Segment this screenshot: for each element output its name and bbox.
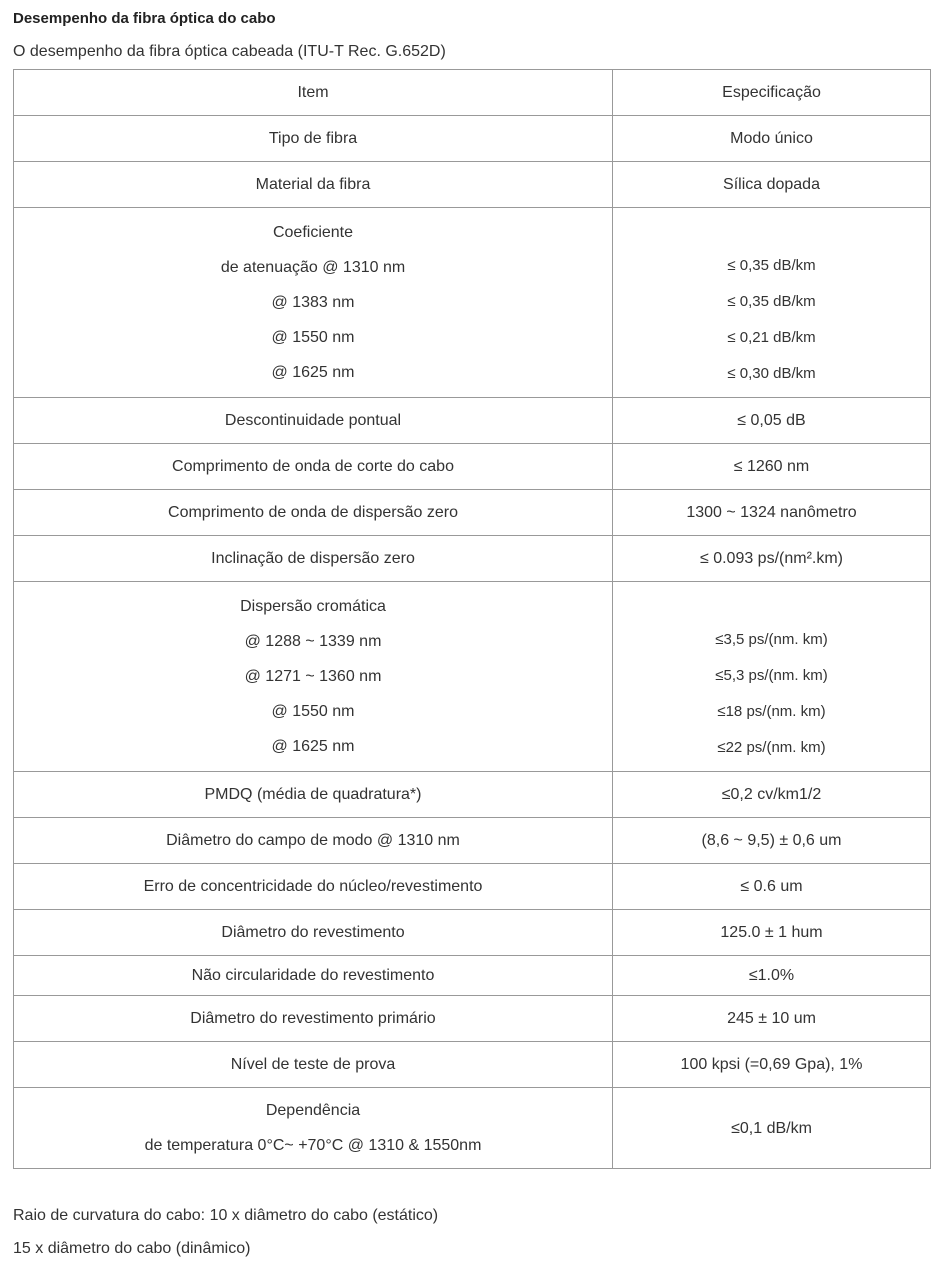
item-text: Tipo de fibra (268, 130, 358, 147)
spec-text: ≤ 1260 nm (733, 458, 810, 475)
table-row (14, 444, 931, 490)
item-text: Comprimento de onda de dispersão zero (168, 504, 458, 521)
row-item-cell (14, 772, 613, 818)
spec-text: ≤18 ps/(nm. km) (717, 703, 826, 720)
table-row (14, 398, 931, 444)
item-text: Comprimento de onda de corte do cabo (172, 458, 454, 475)
row-item-cell (14, 162, 613, 208)
row-item-cell (14, 1042, 613, 1088)
spec-text: ≤ 0.6 um (740, 878, 803, 895)
row-item-cell (14, 956, 613, 996)
spec-text: (8,6 ~ 9,5) ± 0,6 um (701, 832, 842, 849)
spec-text: ≤5,3 ps/(nm. km) (715, 667, 828, 684)
header-spec: Especificação (613, 70, 931, 116)
spec-text: ≤ 0.093 ps/(nm².km) (699, 550, 844, 567)
item-text: Diâmetro do campo de modo @ 1310 nm (166, 832, 460, 849)
item-text: de atenuação @ 1310 nm (220, 259, 406, 276)
spec-text: ≤ 0,35 dB/km (727, 293, 816, 310)
row-spec-cell (613, 772, 931, 818)
row-item-cell (14, 208, 613, 398)
item-text: Não circularidade do revestimento (191, 967, 435, 984)
row-spec-cell (613, 162, 931, 208)
item-text: Inclinação de dispersão zero (211, 550, 415, 567)
item-text: @ 1625 nm (271, 738, 355, 755)
table-row (14, 1088, 931, 1169)
row-item-cell (14, 116, 613, 162)
item-text: de temperatura 0°C~ +70°C @ 1310 & 1550nm (144, 1137, 482, 1154)
table-row (14, 490, 931, 536)
item-text: Dispersão cromática (240, 598, 386, 615)
row-item-cell (14, 536, 613, 582)
row-spec-cell (613, 208, 931, 398)
item-text: @ 1288 ~ 1339 nm (244, 633, 382, 650)
table-row (14, 818, 931, 864)
table-row (14, 116, 931, 162)
item-text: @ 1550 nm (271, 703, 355, 720)
item-text: Coeficiente (272, 224, 354, 241)
row-item-cell (14, 818, 613, 864)
spec-text: ≤22 ps/(nm. km) (717, 739, 826, 756)
spec-text: ≤ 0,21 dB/km (727, 329, 816, 346)
row-item-cell (14, 490, 613, 536)
spec-text: 245 ± 10 um (727, 1010, 816, 1027)
spec-text: Sílica dopada (723, 176, 820, 193)
item-text: Nível de teste de prova (230, 1056, 396, 1073)
table-row (14, 996, 931, 1042)
table-row (14, 956, 931, 996)
section-heading: Desempenho da fibra óptica do cabo (13, 10, 276, 27)
row-spec-cell (613, 490, 931, 536)
spec-text: 125.0 ± 1 hum (720, 924, 823, 941)
item-text: @ 1625 nm (271, 364, 355, 381)
table-row (14, 910, 931, 956)
spec-text: ≤1.0% (748, 967, 795, 984)
row-spec-cell (613, 910, 931, 956)
item-text: Diâmetro do revestimento (221, 924, 405, 941)
row-spec-cell (613, 1042, 931, 1088)
footer-bend-radius-static: Raio de curvatura do cabo: 10 x diâmetro do cabo (estático) (13, 1207, 439, 1224)
row-spec-cell (613, 818, 931, 864)
spec-text: ≤ 0,35 dB/km (727, 257, 816, 274)
table-row (14, 772, 931, 818)
item-text: PMDQ (média de quadratura*) (204, 786, 422, 803)
row-spec-cell (613, 996, 931, 1042)
spec-text: 100 kpsi (=0,69 Gpa), 1% (680, 1056, 863, 1073)
table-row (14, 208, 931, 398)
item-text: @ 1550 nm (271, 329, 355, 346)
row-spec-cell (613, 582, 931, 772)
table-row (14, 1042, 931, 1088)
row-spec-cell (613, 444, 931, 490)
spec-table (13, 69, 931, 1169)
row-spec-cell (613, 398, 931, 444)
spec-text: ≤ 0,05 dB (737, 412, 806, 429)
row-item-cell (14, 1088, 613, 1169)
item-text: @ 1383 nm (271, 294, 355, 311)
row-spec-cell (613, 864, 931, 910)
row-item-cell (14, 444, 613, 490)
spec-text: ≤ 0,30 dB/km (727, 365, 816, 382)
table-row (14, 162, 931, 208)
item-text: Material da fibra (255, 176, 371, 193)
table-row (14, 582, 931, 772)
header-item: Item (14, 70, 613, 116)
table-header-row (14, 70, 931, 116)
item-text: Diâmetro do revestimento primário (190, 1010, 436, 1027)
row-item-cell (14, 398, 613, 444)
row-spec-cell (613, 956, 931, 996)
row-spec-cell (613, 116, 931, 162)
row-item-cell (14, 996, 613, 1042)
spec-text: 1300 ~ 1324 nanômetro (686, 504, 857, 521)
spec-text: Modo único (730, 130, 813, 147)
row-spec-cell (613, 536, 931, 582)
item-text: Erro de concentricidade do núcleo/revestimento (143, 878, 483, 895)
item-text: @ 1271 ~ 1360 nm (244, 668, 382, 685)
item-text: Descontinuidade pontual (224, 412, 402, 429)
row-spec-cell (613, 1088, 931, 1169)
spec-text: ≤0,2 cv/km1/2 (721, 786, 822, 803)
footer-bend-radius-dynamic: 15 x diâmetro do cabo (dinâmico) (13, 1240, 251, 1257)
section-subtitle: O desempenho da fibra óptica cabeada (ITU-T Rec. G.652D) (13, 43, 446, 60)
spec-text: ≤3,5 ps/(nm. km) (715, 631, 828, 648)
row-item-cell (14, 864, 613, 910)
spec-text: ≤0,1 dB/km (731, 1119, 812, 1137)
item-text: Dependência (265, 1102, 361, 1119)
row-item-cell (14, 582, 613, 772)
row-item-cell (14, 910, 613, 956)
table-row (14, 864, 931, 910)
table-row (14, 536, 931, 582)
